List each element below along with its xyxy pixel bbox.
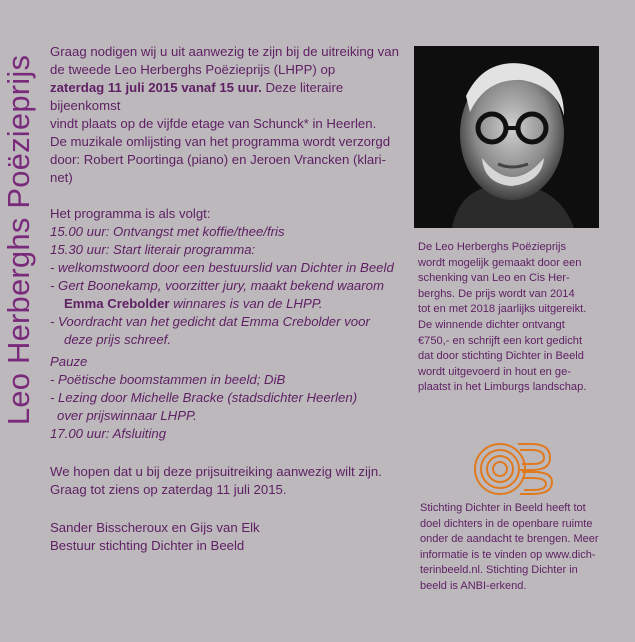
program-item: - Voordracht van het gedicht dat Emma Crebolder voor — [50, 314, 370, 329]
page-title: Leo Herberghs Poëzieprijs — [0, 54, 36, 426]
program-item: - Poëtische boomstammen in beeld; DiB — [50, 372, 286, 387]
signature-names: Sander Bisscheroux en Gijs van Elk — [50, 520, 260, 535]
program-item: 17.00 uur: Afsluiting — [50, 426, 167, 441]
foundation-info — [420, 501, 610, 595]
vertical-title — [0, 44, 41, 436]
prize-info — [418, 240, 608, 396]
intro-line: Graag nodigen wij u uit aanwezig te zijn bij de uitreiking van — [50, 44, 399, 59]
intro-text: Deze literaire bijeenkomst — [50, 80, 344, 113]
portrait-photo — [414, 46, 599, 228]
foundation-line: Stichting Dichter in Beeld heeft tot — [420, 502, 586, 514]
info-line: De winnende dichter ontvangt — [418, 318, 565, 331]
intro-line — [50, 79, 400, 115]
info-line: wordt uitgevoerd in hout en ge- — [418, 365, 571, 378]
program-item: 15.00 uur: Ontvangst met koffie/thee/fris — [50, 224, 285, 239]
program-heading: Het programma is als volgt: — [50, 206, 211, 221]
info-line: De Leo Herberghs Poëzieprijs — [418, 241, 566, 253]
intro-line: vindt plaats op de vijfde etage van Schunck* in Heerlen. — [50, 116, 377, 131]
info-line: wordt mogelijk gemaakt door een — [418, 256, 582, 269]
foundation-line: onder de aandacht te brengen. Meer — [420, 533, 599, 546]
program-item: - Lezing door Michelle Bracke (stadsdichter Heerlen) — [50, 390, 358, 405]
intro-line: door: Robert Poortinga (piano) en Jeroen Vrancken (klari- — [50, 152, 386, 167]
info-line: tot en met 2018 jaarlijks uitgereikt. — [418, 303, 587, 316]
program-item: deze prijs schreef. — [64, 332, 172, 347]
info-line: €750,- en schrijft een kort gedicht — [418, 334, 583, 347]
portrait-illustration — [414, 46, 599, 228]
info-line: berghs. De prijs wordt van 2014 — [418, 287, 575, 300]
foundation-line: terinbeeld.nl. Stichting Dichter in — [420, 564, 578, 577]
winner-name: Emma Crebolder — [64, 296, 170, 311]
intro-line: de tweede Leo Herberghs Poëzieprijs (LHPP) op — [50, 62, 336, 77]
signature-org: Bestuur stichting Dichter in Beeld — [50, 538, 245, 553]
program-item: 15.30 uur: Start literair programma: — [50, 242, 256, 257]
info-line: schenking van Leo en Cis Her- — [418, 272, 570, 285]
foundation-line: informatie is te vinden op www.dich- — [420, 548, 596, 561]
program-item: over prijswinnaar LHPP. — [57, 408, 197, 423]
closing-line: We hopen dat u bij deze prijsuitreiking aanwezig wilt zijn. — [50, 464, 382, 479]
foundation-line: doel dichters in de openbare ruimte — [420, 517, 593, 530]
spiral-logo-icon — [470, 436, 560, 498]
event-date: zaterdag 11 juli 2015 vanaf 15 uur. — [50, 80, 262, 95]
program-item: - Gert Boonekamp, voorzitter jury, maakt bekend waarom — [50, 278, 384, 293]
program-item: - welkomstwoord door een bestuurslid van Dichter in Beeld — [50, 260, 394, 275]
program-text: winnares is van de LHPP. — [169, 296, 323, 311]
info-line: dat door stichting Dichter in Beeld — [418, 350, 584, 363]
invitation-body — [50, 43, 400, 555]
program-item — [50, 295, 400, 313]
closing-line: Graag tot ziens op zaterdag 11 juli 2015. — [50, 482, 287, 497]
info-line: plaatst in het Limburgs landschap. — [418, 381, 587, 394]
foundation-line: beeld is ANBI-erkend. — [420, 579, 527, 592]
intro-line: De muzikale omlijsting van het programma wordt verzorgd — [50, 134, 391, 149]
intro-line: net) — [50, 170, 73, 185]
dichter-in-beeld-logo — [470, 436, 560, 498]
pause-label: Pauze — [50, 354, 88, 369]
